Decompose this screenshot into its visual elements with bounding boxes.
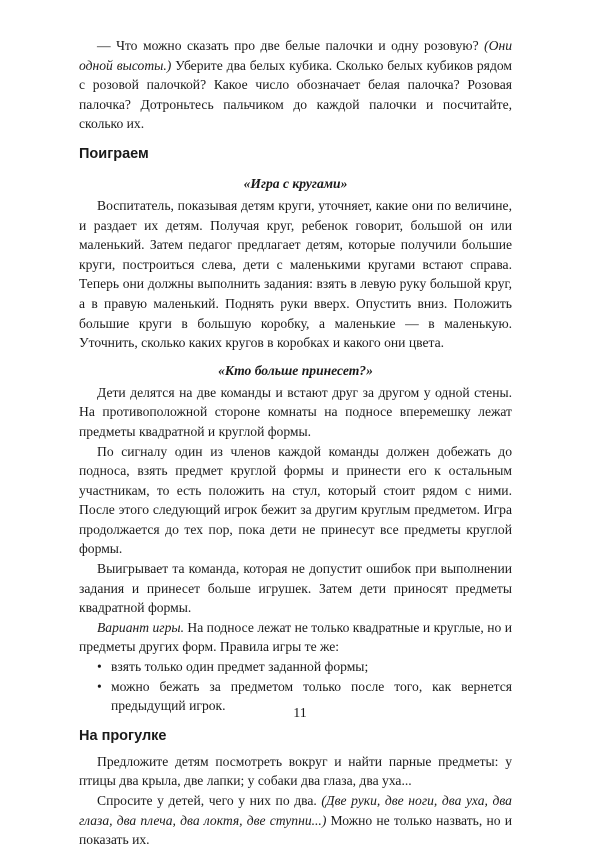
game1-title: «Игра с кругами»	[243, 175, 348, 191]
intro-question: — Что можно сказать про две белые палочки и одну розовую?	[97, 38, 485, 53]
walk-paragraph-2	[79, 791, 512, 850]
intro-paragraph	[79, 36, 512, 134]
rule-text: взять только один предмет заданной формы;	[111, 659, 369, 675]
game2-paragraph-3: Выигрывает та команда, которая не допустит ошибок при выполнении задания и принесет больше игрушек. Затем дети приносят предметы квадратной формы.	[79, 561, 512, 616]
intro-rest: Уберите два белых кубика. Сколько белых кубиков рядом с розовой палочкой? Какое число обозначает белая палочка? Розовая палочка? Дотроньтесь пальчиком до каждой палочки и посчитайте, сколько их.	[79, 57, 512, 132]
variant-text: На подносе лежат не только квадратные и круглые, но и предметы других форм. Правила игры те же:	[79, 619, 512, 655]
rule-text: можно бежать за предметом только после того, как вернется предыдущий игрок.	[111, 678, 512, 714]
section-heading-play: Поиграем	[79, 145, 149, 162]
rule-item	[79, 657, 512, 677]
variant-label: Вариант игры.	[97, 619, 184, 635]
variant-paragraph	[79, 618, 512, 657]
walk-paragraph-1: Предложите детям посмотреть вокруг и найти парные предметы: у птицы два крыла, две лапки; у собаки два глаза, два уха...	[79, 753, 512, 789]
game2-paragraph-2: По сигналу один из членов каждой команды должен добежать до подноса, взять предмет круглой формы и принести его к остальным участникам, то есть положить на стул, который стоит рядом с ними. После этого следующий игрок бежит за другим круглым предметом. Игра продолжается до тех пор, пока дети не принесут все предметы круглой формы.	[79, 443, 512, 557]
bullet-icon: •	[97, 678, 102, 694]
walk-answer: (Две руки, две ноги, два уха, два глаза, два плеча, два локтя, две ступни...)	[79, 793, 512, 828]
bullet-icon: •	[97, 659, 102, 675]
walk-question: Спросите у детей, чего у них по два.	[97, 793, 322, 808]
page-number: 11	[293, 706, 307, 721]
page-content	[79, 36, 512, 850]
game1-paragraph: Воспитатель, показывая детям круги, уточняет, какие они по величине, и раздает их детям. Получая круг, ребенок говорит, большой он или маленький. Затем педагог предлагает детям, которые получили большие круги, построиться слева, дети с маленькими кругами встают справа. Теперь они должны выполнить задания: взять в левую руку большой круг, а в правую маленький. Поднять руки вверх. Опустить вниз. Положить большие круги в большую коробку, а маленькие — в маленькую. Уточнить, сколько каких кругов в коробках и какого они цвета.	[79, 197, 512, 351]
walk-end: Можно не только назвать, но и показать их.	[79, 812, 512, 848]
game2-title: «Кто больше принесет?»	[218, 362, 373, 378]
intro-answer: (Они одной высоты.)	[79, 38, 512, 73]
section-heading-walk: На прогулке	[79, 727, 167, 744]
game2-paragraph-1: Дети делятся на две команды и встают друг за другом у одной стены. На противоположной стороне комнаты на подносе вперемешку лежат предметы квадратной и круглой формы.	[79, 384, 512, 439]
